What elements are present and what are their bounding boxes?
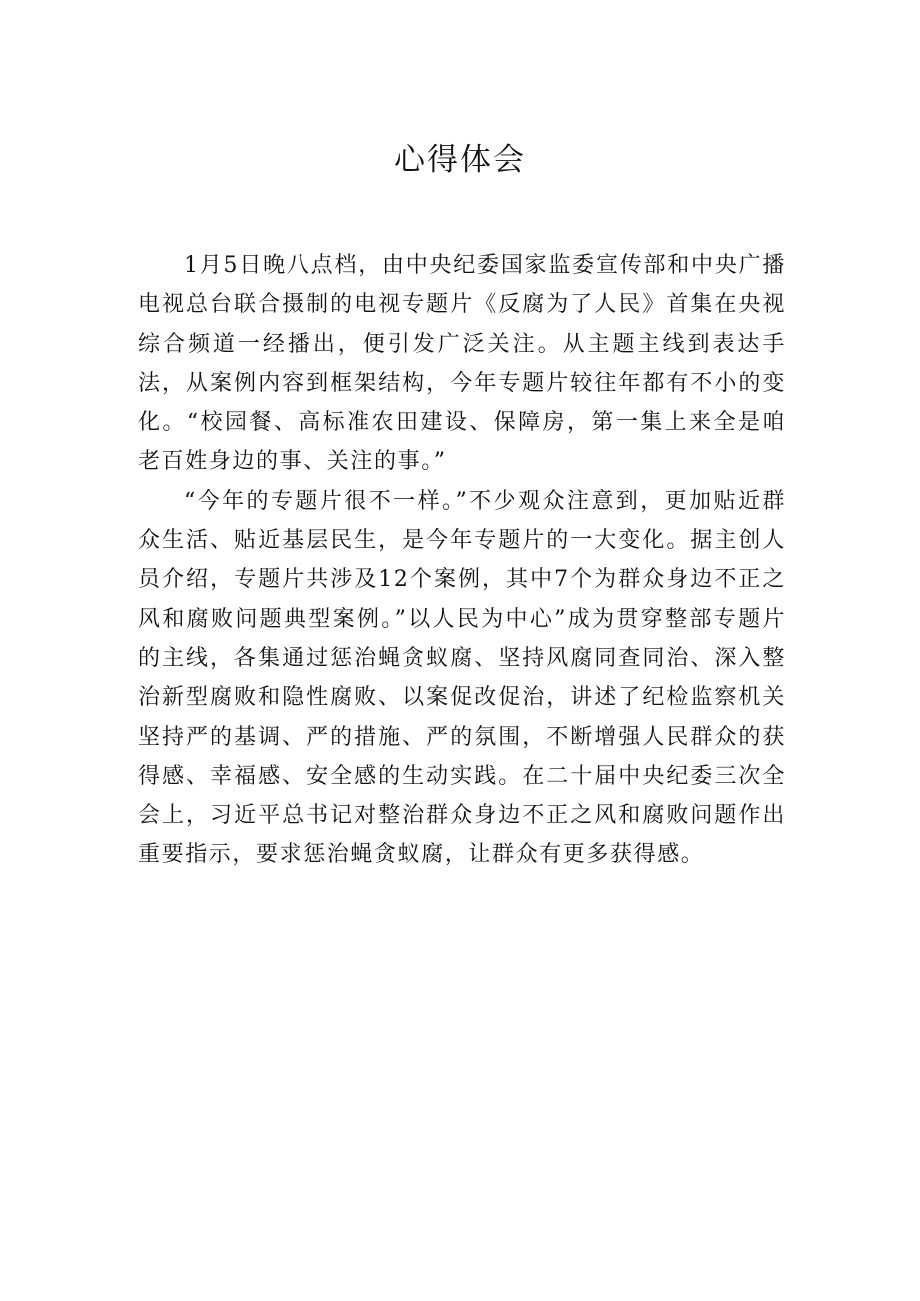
paragraph-1: 1月5日晚八点档，由中央纪委国家监委宣传部和中央广播电视总台联合摄制的电视专题片《反腐为了人民》首集在央视综合频道一经播出，便引发广泛关注。从主题主线到表达手法，从案例内容到框架结构，今年专题片较往年都有不小的变化。“校园餐、高标准农田建设、保障房，第一集上来全是咱老百姓身边的事、关注的事。”: [138, 253, 786, 475]
document-title: 心得体会: [394, 142, 526, 178]
paragraph-2: “今年的专题片很不一样。”不少观众注意到，更加贴近群众生活、贴近基层民生，是今年专题片的一大变化。据主创人员介绍，专题片共涉及12个案例，其中7个为群众身边不正之风和腐败问题典型案例。”以人民为中心”成为贯穿整部专题片的主线，各集通过惩治蝇贪蚁腐、坚持风腐同查同治、深入整治新型腐败和隐性腐败、以案促改促治，讲述了纪检监察机关坚持严的基调、严的措施、严的氛围，不断增强人民群众的获得感、幸福感、安全感的生动实践。在二十届中央纪委三次全会上，习近平总书记对整治群众身边不正之风和腐败问题作出重要指示，要求惩治蝇贪蚁腐，让群众有更多获得感。: [138, 488, 786, 868]
document-body: [138, 246, 786, 875]
